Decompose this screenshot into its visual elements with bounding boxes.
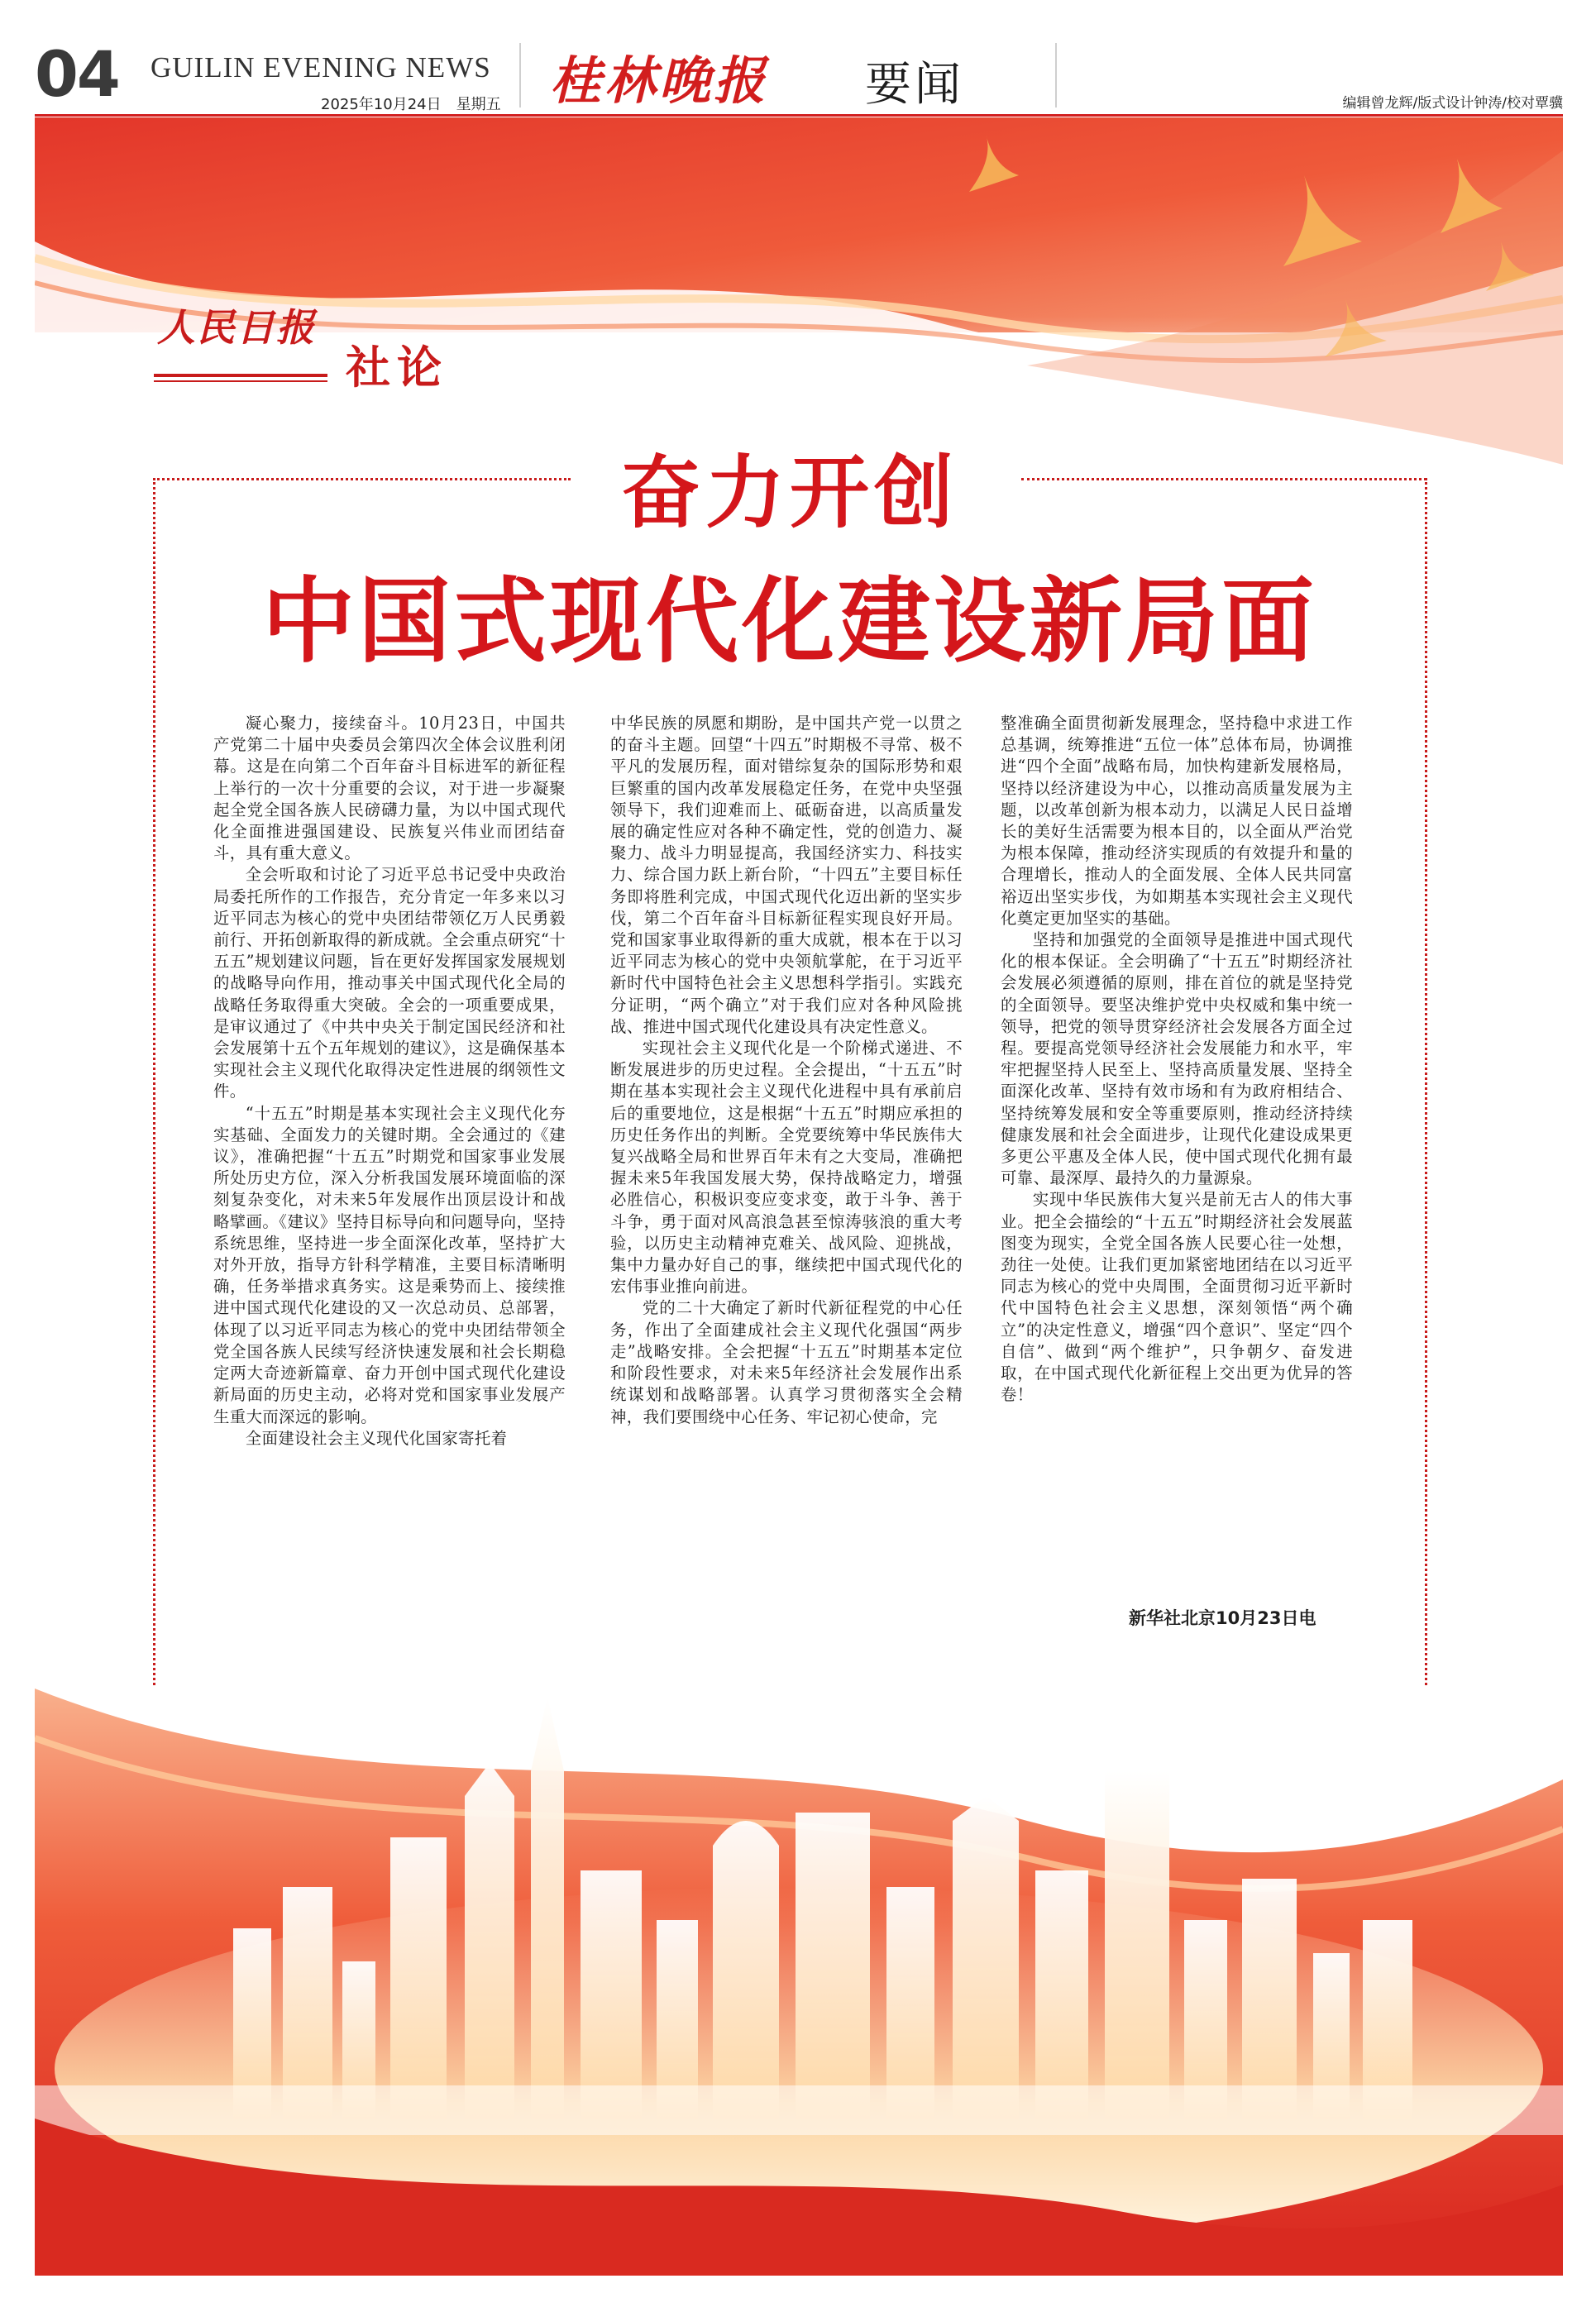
source-brand-logo: 人民日报 [157,305,316,350]
paper-name-en: GUILIN EVENING NEWS [151,51,491,84]
section-label: 要闻 [865,58,964,112]
paragraph: 实现中华民族伟大复兴是前无古人的伟大事业。把全会描绘的“十五五”时期经济社会发展蓝图变为现实，全党全国各族人民要心往一处想，劲往一处使。让我们更加紧密地团结在以习近平同志为核心的党中央周围，全面贯彻习近平新时代中国特色社会主义思想，深刻领悟“两个确立”的决定性意义，增强“四个意识”、坚定“四个自信”、做到“两个维护”，只争朝夕、奋发进取，在中国式现代化新征程上交出更为优异的答卷！ [1001,1190,1353,1405]
article-column-2 [610,713,963,1428]
paragraph: 党的二十大确定了新时代新征程党的中心任务，作出了全面建成社会主义现代化强国“两步走”战略安排。全会把握“十五五”时期基本定位和阶段性要求，对未来5年经济社会发展作出系统谋划和战略部署。认真学习贯彻落实全会精神，我们要围绕中心任务、牢记初心使命，完 [610,1298,963,1426]
paragraph: 全会听取和讨论了习近平总书记受中央政治局委托所作的工作报告，充分肯定一年多来以习近平同志为核心的党中央团结带领亿万人民勇毅前行、开拓创新取得的新成就。全会重点研究“十五五”规划建议问题，旨在更好发挥国家发展规划的战略导向作用，推动事关中国式现代化全局的战略任务取得重大突破。全会的一项重要成果，是审议通过了《中共中央关于制定国民经济和社会发展第十五个五年规划的建议》，这是确保基本实现社会主义现代化取得决定性进展的纲领性文件。 [213,865,566,1101]
rubric-label: 社论 [346,341,448,394]
issue-date: 2025年10月24日 星期五 [321,96,501,113]
page-number: 04 [35,37,119,111]
paragraph: 凝心聚力，接续奋斗。10月23日，中国共产党第二十届中央委员会第四次全体会议胜利闭幕。这是在向第二个百年奋斗目标进军的新征程上举行的一次十分重要的会议，对于进一步凝聚起全党全国各族人民磅礴力量，为以中国式现代化全面推进强国建设、民族复兴伟业而团结奋斗，具有重大意义。 [213,714,566,863]
headline-line-1: 奋力开创 [621,447,958,539]
masthead-rule [35,114,1563,117]
brand-underline [154,374,327,377]
masthead [0,0,1596,116]
paragraph: “十五五”时期是基本实现社会主义现代化夯实基础、全面发力的关键时期。全会通过的《建议》，准确把握“十五五”时期党和国家事业发展所处历史方位，深入分析我国发展环境面临的深刻复杂变化，对未来5年发展作出顶层设计和战略擘画。《建议》坚持目标导向和问题导向，坚持系统思维，坚持进一步全面深化改革，坚持扩大对外开放，指导方针科学精准，主要目标清晰明确，任务举措求真务实。这是乘势而上、接续推进中国式现代化建设的又一次总动员、总部署，体现了以习近平同志为核心的党中央团结带领全党全国各族人民续写经济快速发展和社会长期稳定两大奇迹新篇章、奋力开创中国式现代化建设新局面的历史主动，必将对党和国家事业发展产生重大而深远的影响。 [213,1103,566,1426]
brand-underline [154,380,327,382]
paragraph: 全面建设社会主义现代化国家寄托着 [245,1428,508,1448]
dateline: 新华社北京10月23日电 [1129,1608,1316,1628]
masthead-divider [519,43,521,107]
masthead-divider [1055,43,1057,107]
paragraph: 实现社会主义现代化是一个阶梯式递进、不断发展进步的历史过程。全会提出，“十五五”时期在基本实现社会主义现代化进程中具有承前启后的重要地位，这是根据“十五五”时期应承担的历史任务作出的判断。全党要统筹中华民族伟大复兴战略全局和世界百年未有之大变局，准确把握未来5年我国发展大势，保持战略定力，增强必胜信心，积极识变应变求变，敢于斗争、善于斗争，勇于面对风高浪急甚至惊涛骇浪的重大考验，以历史主动精神克难关、战风险、迎挑战，集中力量办好自己的事，继续把中国式现代化的宏伟事业推向前进。 [610,1039,963,1297]
article-column-3 [1001,713,1353,1407]
editor-credit: 编辑曾龙辉/版式设计钟涛/校对覃骥 [1342,95,1563,112]
headline-line-2: 中国式现代化建设新局面 [262,568,1317,676]
paragraph: 整准确全面贯彻新发展理念，坚持稳中求进工作总基调，统筹推进“五位一体”总体布局，协调推进“四个全面”战略布局，加快构建新发展格局，坚持以经济建设为中心，以推动高质量发展为主题，以改革创新为根本动力，以满足人民日益增长的美好生活需要为根本目的，以全面从严治党为根本保障，推动经济实现质的有效提升和量的合理增长，推动人的全面发展、全体人民共同富裕迈出坚实步伐，为如期基本实现社会主义现代化奠定更加坚实的基础。 [1001,714,1353,928]
paragraph: 中华民族的夙愿和期盼，是中国共产党一以贯之的奋斗主题。回望“十四五”时期极不寻常、极不平凡的发展历程，面对错综复杂的国际形势和艰巨繁重的国内改革发展稳定任务，在党中央坚强领导下，我们迎难而上、砥砺奋进，以高质量发展的确定性应对各种不确定性，党的创造力、凝聚力、战斗力明显提高，我国经济实力、科技实力、综合国力跃上新台阶，“十四五”主要目标任务即将胜利完成，中国式现代化迈出新的坚实步伐，第二个百年奋斗目标新征程实现良好开局。党和国家事业取得新的重大成就，根本在于以习近平同志为核心的党中央领航掌舵，在于习近平新时代中国特色社会主义思想科学指引。实践充分证明，“两个确立”对于我们应对各种风险挑战、推进中国式现代化建设具有决定性意义。 [610,714,963,1036]
article-column-1 [213,713,566,1450]
paragraph: 坚持和加强党的全面领导是推进中国式现代化的根本保证。全会明确了“十五五”时期经济社会发展必须遵循的原则，排在首位的就是坚持党的全面领导。要坚决维护党中央权威和集中统一领导，把党的领导贯穿经济社会发展各方面全过程。要提高党领导经济社会发展能力和水平，牢牢把握坚持人民至上、坚持高质量发展、坚持全面深化改革、坚持有效市场和有为政府相结合、坚持统筹发展和安全等重要原则，推动经济持续健康发展和社会全面进步，让现代化建设成果更多更公平惠及全体人民，使中国式现代化拥有最可靠、最深厚、最持久的力量源泉。 [1001,930,1353,1188]
paper-logo: 桂林晚报 [550,50,769,111]
